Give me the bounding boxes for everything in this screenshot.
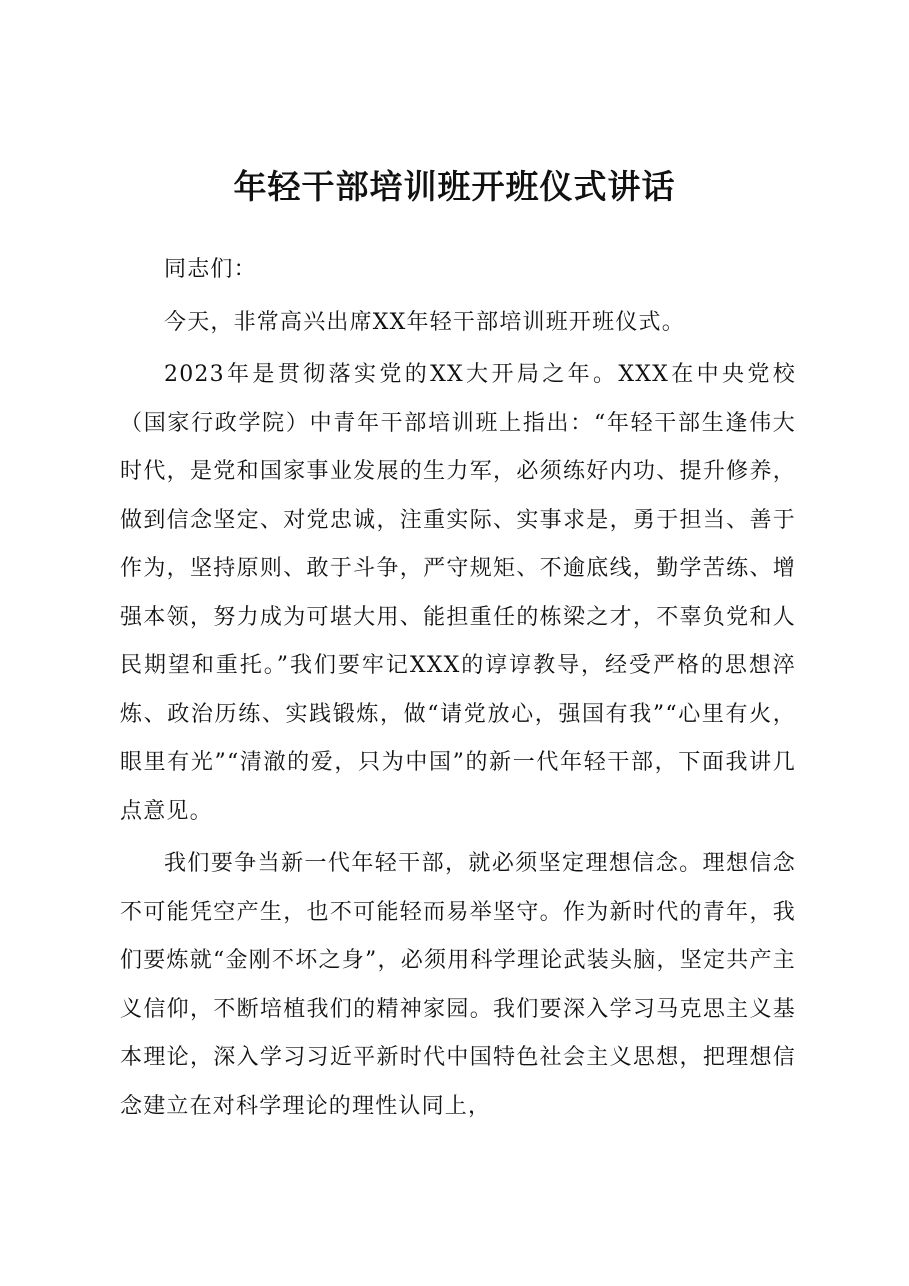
document-title: 年轻干部培训班开班仪式讲话 bbox=[233, 167, 676, 206]
salutation-paragraph: 同志们： bbox=[164, 257, 257, 282]
body-paragraph: 我们要争当新一代年轻干部，就必须坚定理想信念。理想信念不可能凭空产生，也不可能轻而易举坚守。作为新时代的青年，我们要炼就“金刚不坏之身”，必须用科学理论武装头脑，坚定共产主义信仰，不断培植我们的精神家园。我们要深入学习马克思主义基本理论，深入学习习近平新时代中国特色社会主义思想，把理想信念建立在对科学理论的理性认同上， bbox=[120, 851, 796, 1119]
document-body bbox=[120, 246, 796, 1135]
body-paragraph: 2023年是贯彻落实党的XX大开局之年。XXX在中央党校（国家行政学院）中青年干部培训班上指出：“年轻干部生逢伟大时代，是党和国家事业发展的生力军，必须练好内功、提升修养，做到信念坚定、对党忠诚，注重实际、实事求是，勇于担当、善于作为，坚持原则、敢于斗争，严守规矩、不逾底线，勤学苦练、增强本领，努力成为可堪大用、能担重任的栋梁之才，不辜负党和人民期望和重托。”我们要牢记XXX的谆谆教导，经受严格的思想淬炼、政治历练、实践锻炼，做“请党放心，强国有我”“心里有火，眼里有光”“清澈的爱，只为中国”的新一代年轻干部，下面我讲几点意见。 bbox=[120, 362, 796, 824]
opening-paragraph: 今天，非常高兴出席XX年轻干部培训班开班仪式。 bbox=[164, 309, 685, 335]
